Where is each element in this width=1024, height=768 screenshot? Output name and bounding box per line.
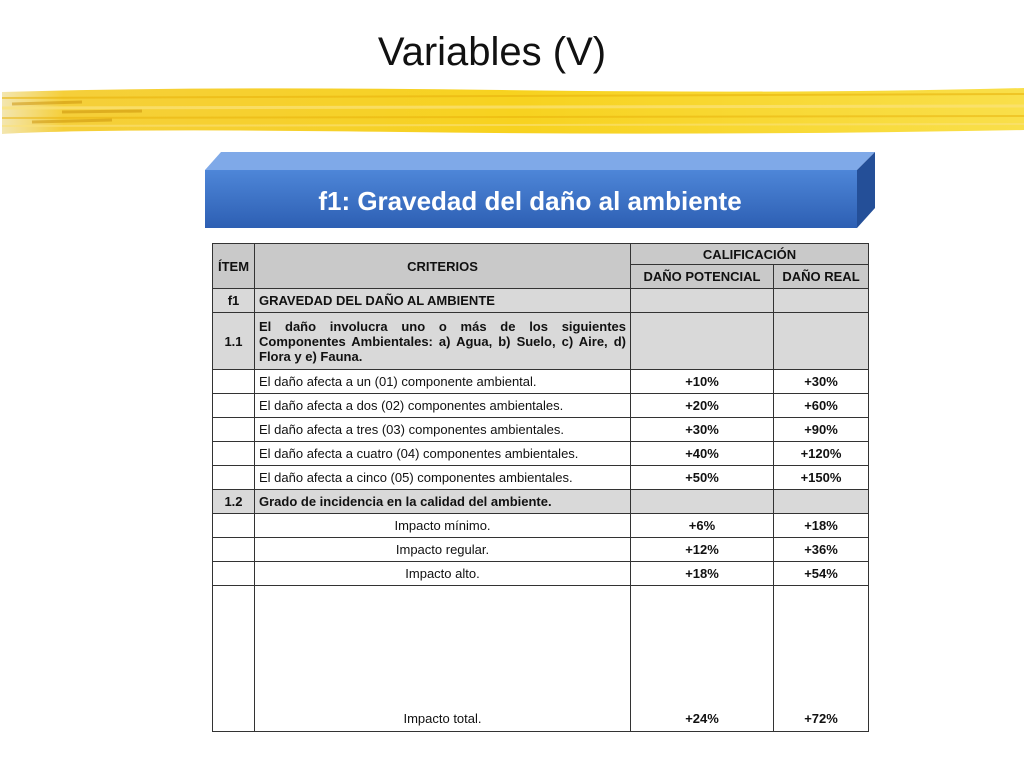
criterio-cell: El daño involucra uno o más de los siguientes Componentes Ambientales: a) Agua, b) Suelo, c) Aire, d) Flora y e) Fauna. (255, 313, 631, 370)
item-cell (213, 442, 255, 466)
real-cell: +90% (774, 418, 869, 442)
potencial-cell: +6% (631, 514, 774, 538)
item-cell (213, 466, 255, 490)
potencial-cell: +40% (631, 442, 774, 466)
table-row (213, 466, 869, 490)
table-row (213, 586, 869, 732)
header-dano-real: DAÑO REAL (774, 265, 869, 289)
table-row (213, 289, 869, 313)
yellow-brush-stroke (2, 84, 1024, 138)
criterio-cell: El daño afecta a tres (03) componentes ambientales. (255, 418, 631, 442)
table-row (213, 490, 869, 514)
item-cell (213, 370, 255, 394)
potencial-cell: +12% (631, 538, 774, 562)
real-cell: +72% (774, 586, 869, 732)
criterio-cell: Impacto mínimo. (255, 514, 631, 538)
criterio-cell: GRAVEDAD DEL DAÑO AL AMBIENTE (255, 289, 631, 313)
criterio-cell: El daño afecta a dos (02) componentes ambientales. (255, 394, 631, 418)
item-cell: 1.2 (213, 490, 255, 514)
real-cell (774, 289, 869, 313)
potencial-cell: +18% (631, 562, 774, 586)
real-cell: +36% (774, 538, 869, 562)
table-row (213, 562, 869, 586)
item-cell (213, 514, 255, 538)
criterio-cell: Grado de incidencia en la calidad del ambiente. (255, 490, 631, 514)
real-cell: +30% (774, 370, 869, 394)
potencial-cell: +50% (631, 466, 774, 490)
real-cell: +150% (774, 466, 869, 490)
real-cell: +54% (774, 562, 869, 586)
banner-title: f1: Gravedad del daño al ambiente (318, 186, 742, 216)
item-cell (213, 538, 255, 562)
criterio-cell: El daño afecta a un (01) componente ambiental. (255, 370, 631, 394)
header-dano-potencial: DAÑO POTENCIAL (631, 265, 774, 289)
header-item: ÍTEM (213, 244, 255, 289)
potencial-cell: +10% (631, 370, 774, 394)
table-row (213, 538, 869, 562)
criterio-cell: El daño afecta a cuatro (04) componentes ambientales. (255, 442, 631, 466)
item-cell (213, 394, 255, 418)
potencial-cell: +20% (631, 394, 774, 418)
table-row (213, 394, 869, 418)
potencial-cell: +24% (631, 586, 774, 732)
item-cell (213, 586, 255, 732)
table-row (213, 514, 869, 538)
real-cell (774, 313, 869, 370)
criterio-cell: Impacto alto. (255, 562, 631, 586)
real-cell: +18% (774, 514, 869, 538)
section-banner (205, 152, 877, 230)
header-calificacion: CALIFICACIÓN (631, 244, 869, 265)
criterio-cell: El daño afecta a cinco (05) componentes ambientales. (255, 466, 631, 490)
potencial-cell (631, 313, 774, 370)
slide-title: Variables (V) (377, 30, 607, 74)
real-cell: +120% (774, 442, 869, 466)
table-row (213, 370, 869, 394)
item-cell (213, 562, 255, 586)
potencial-cell (631, 289, 774, 313)
table-row (213, 313, 869, 370)
real-cell (774, 490, 869, 514)
table-row (213, 418, 869, 442)
criterio-cell: Impacto regular. (255, 538, 631, 562)
potencial-cell (631, 490, 774, 514)
table-row (213, 442, 869, 466)
criteria-table (212, 243, 869, 732)
header-criterios: CRITERIOS (255, 244, 631, 289)
potencial-cell: +30% (631, 418, 774, 442)
criterio-cell: Impacto total. (255, 586, 631, 732)
item-cell: f1 (213, 289, 255, 313)
item-cell: 1.1 (213, 313, 255, 370)
item-cell (213, 418, 255, 442)
real-cell: +60% (774, 394, 869, 418)
